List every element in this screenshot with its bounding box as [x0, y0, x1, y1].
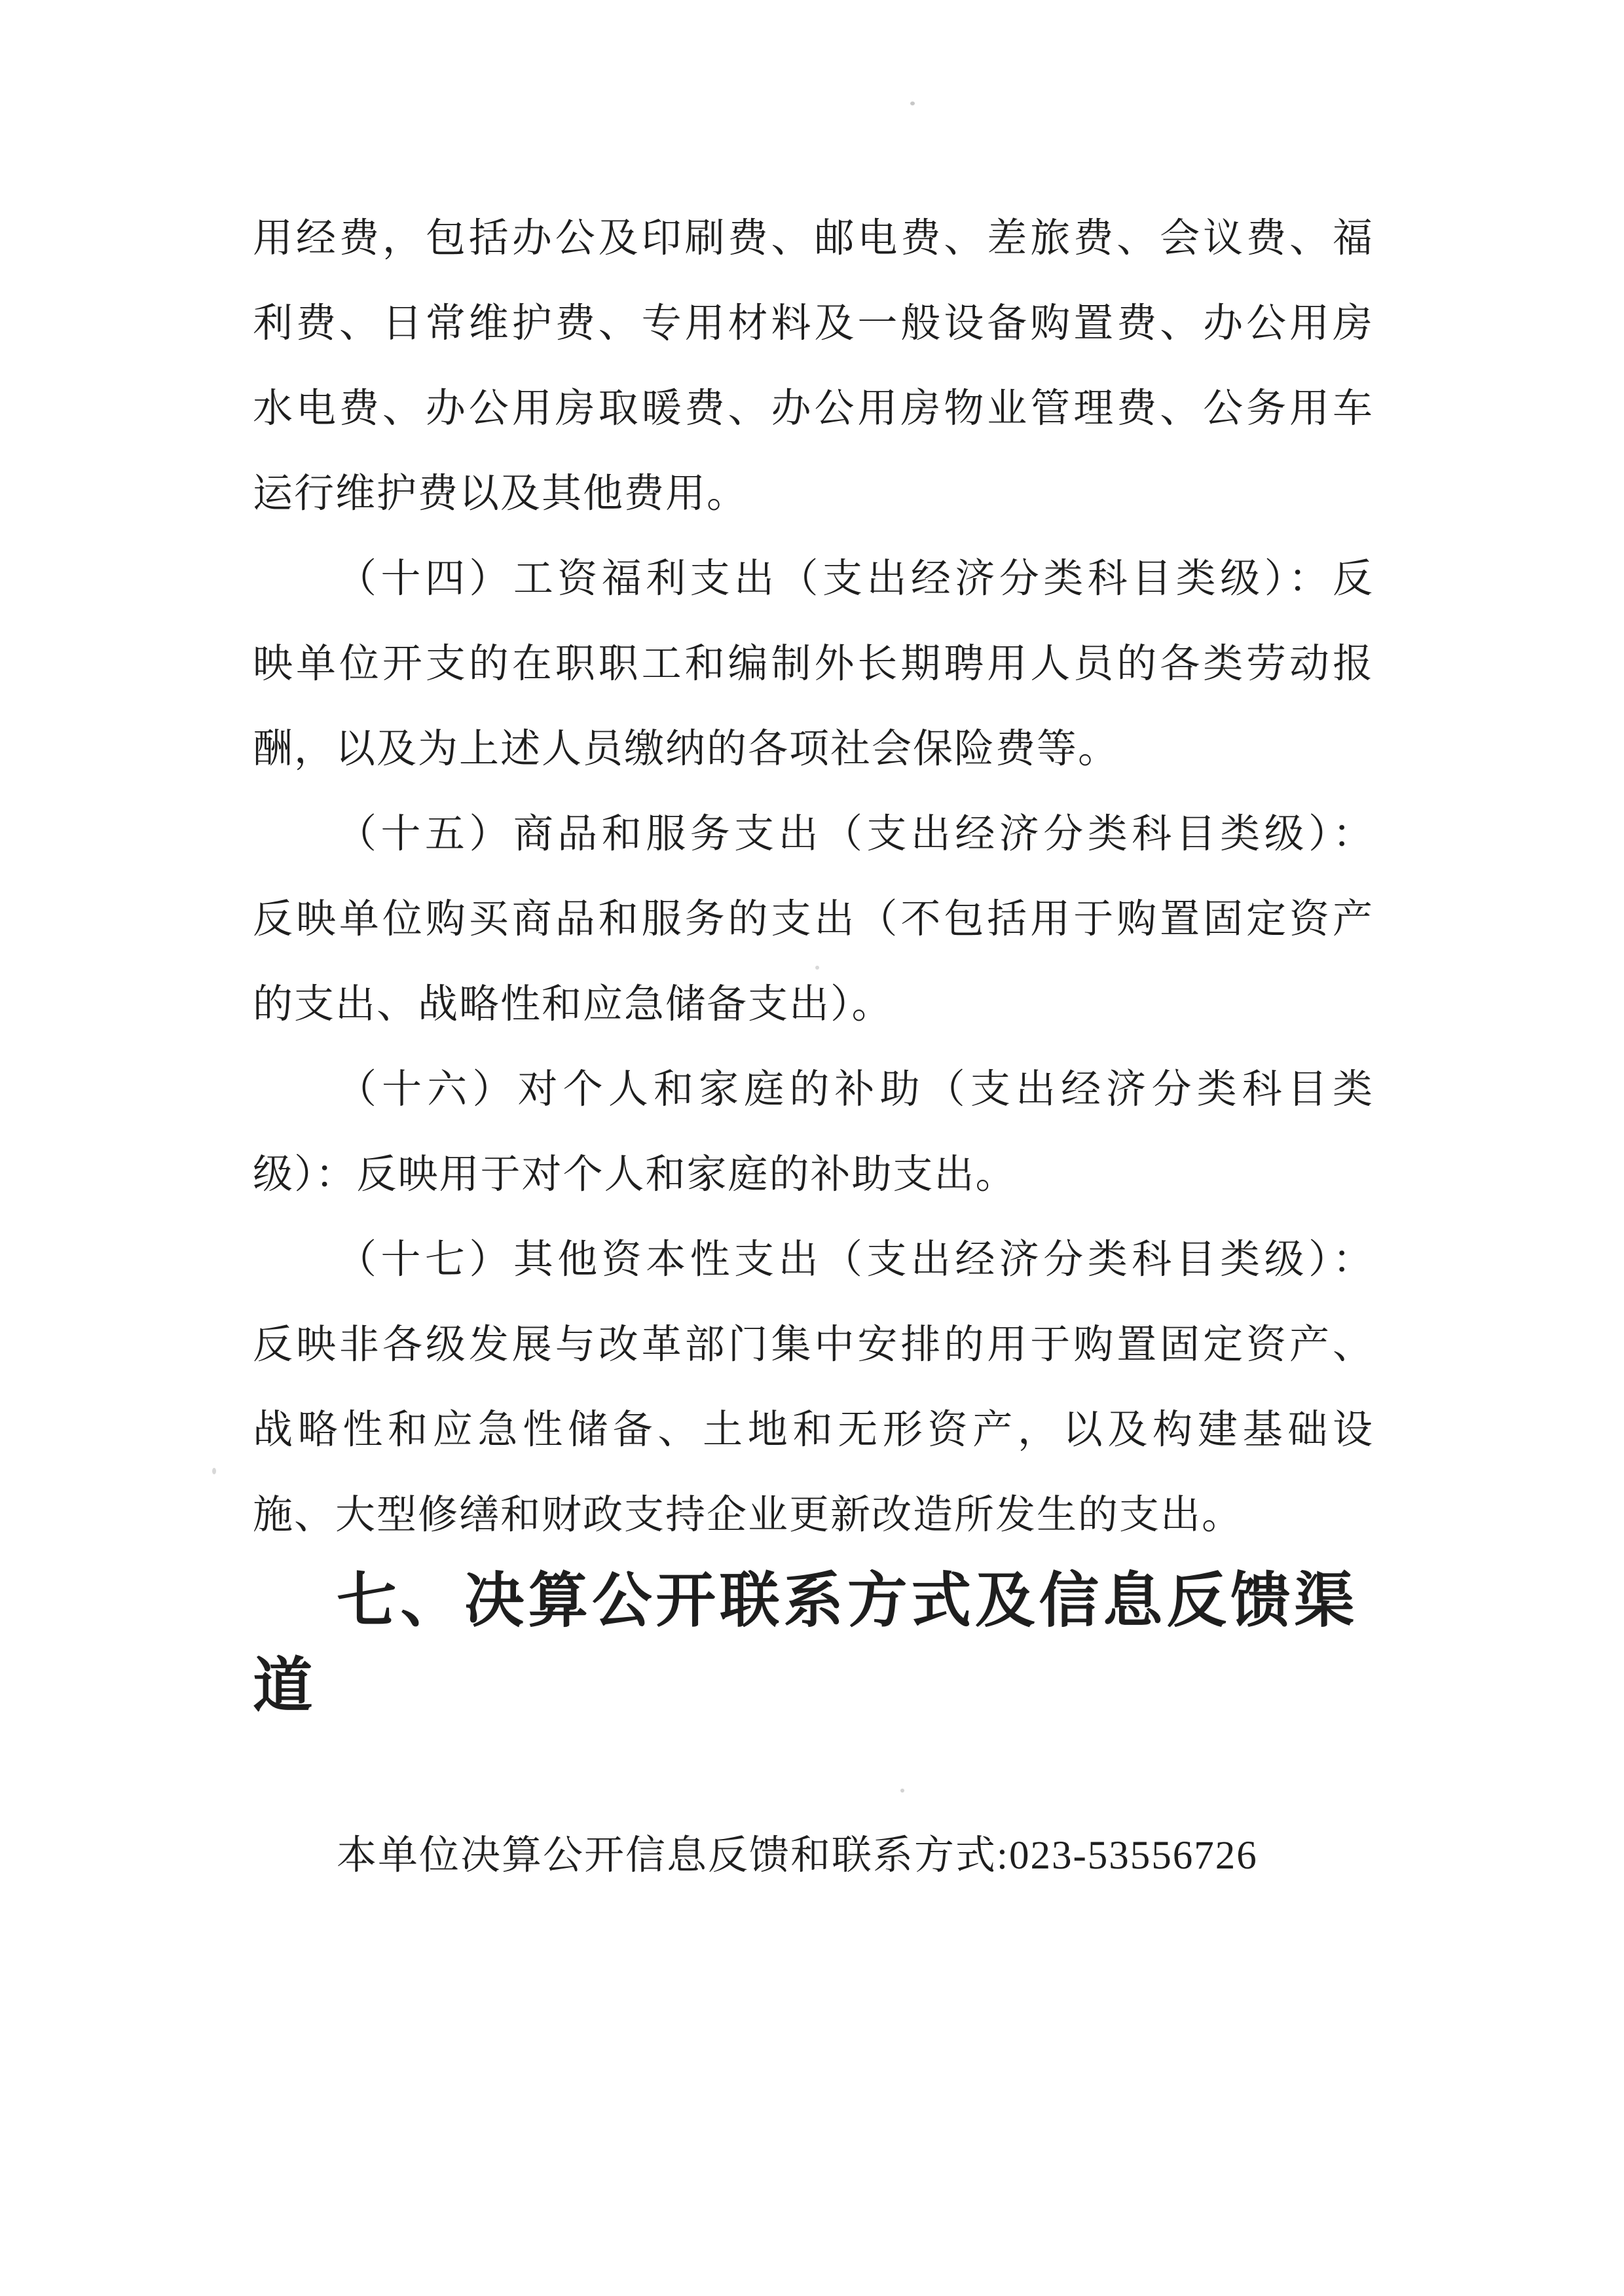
body-line: 级）：反映用于对个人和家庭的补助支出。 — [253, 1153, 1017, 1197]
scan-speck — [815, 966, 819, 970]
contact-info-line: 本单位决算公开信息反馈和联系方式:023-53556726 — [337, 1834, 1258, 1878]
body-line: （十五）商品和服务支出（支出经济分类科目类级）： — [337, 812, 1374, 856]
section-heading: 七、决算公开联系方式及信息反馈渠道 — [253, 1567, 1359, 1719]
body-line: 的支出、战略性和应急储备支出）。 — [253, 983, 893, 1027]
body-line: （十四）工资福利支出（支出经济分类科目类级）：反 — [337, 557, 1374, 601]
body-line: 反映单位购买商品和服务的支出（不包括用于购置固定资产 — [253, 898, 1374, 941]
body-line: 映单位开支的在职职工和编制外长期聘用人员的各类劳动报 — [253, 642, 1374, 686]
body-line: 水电费、办公用房取暖费、办公用房物业管理费、公务用车 — [253, 387, 1374, 431]
body-line: （十六）对个人和家庭的补助（支出经济分类科目类 — [337, 1068, 1374, 1112]
body-line: 运行维护费以及其他费用。 — [253, 472, 748, 516]
body-line: 用经费，包括办公及印刷费、邮电费、差旅费、会议费、福 — [253, 217, 1374, 261]
body-line: 反映非各级发展与改革部门集中安排的用于购置固定资产、 — [253, 1323, 1374, 1367]
body-line: （十七）其他资本性支出（支出经济分类科目类级）： — [337, 1238, 1374, 1282]
blank-gap — [253, 1643, 1374, 1813]
scan-speck — [900, 1789, 904, 1793]
body-line: 酬，以及为上述人员缴纳的各项社会保险费等。 — [253, 727, 1120, 771]
body-line: 利费、日常维护费、专用材料及一般设备购置费、办公用房 — [253, 302, 1374, 346]
scan-speck — [910, 101, 915, 105]
body-line: 战略性和应急性储备、土地和无形资产，以及构建基础设 — [253, 1408, 1374, 1452]
body-line: 施、大型修缮和财政支持企业更新改造所发生的支出。 — [253, 1493, 1244, 1537]
document-body — [253, 196, 1374, 1899]
scan-speck — [212, 1468, 216, 1474]
